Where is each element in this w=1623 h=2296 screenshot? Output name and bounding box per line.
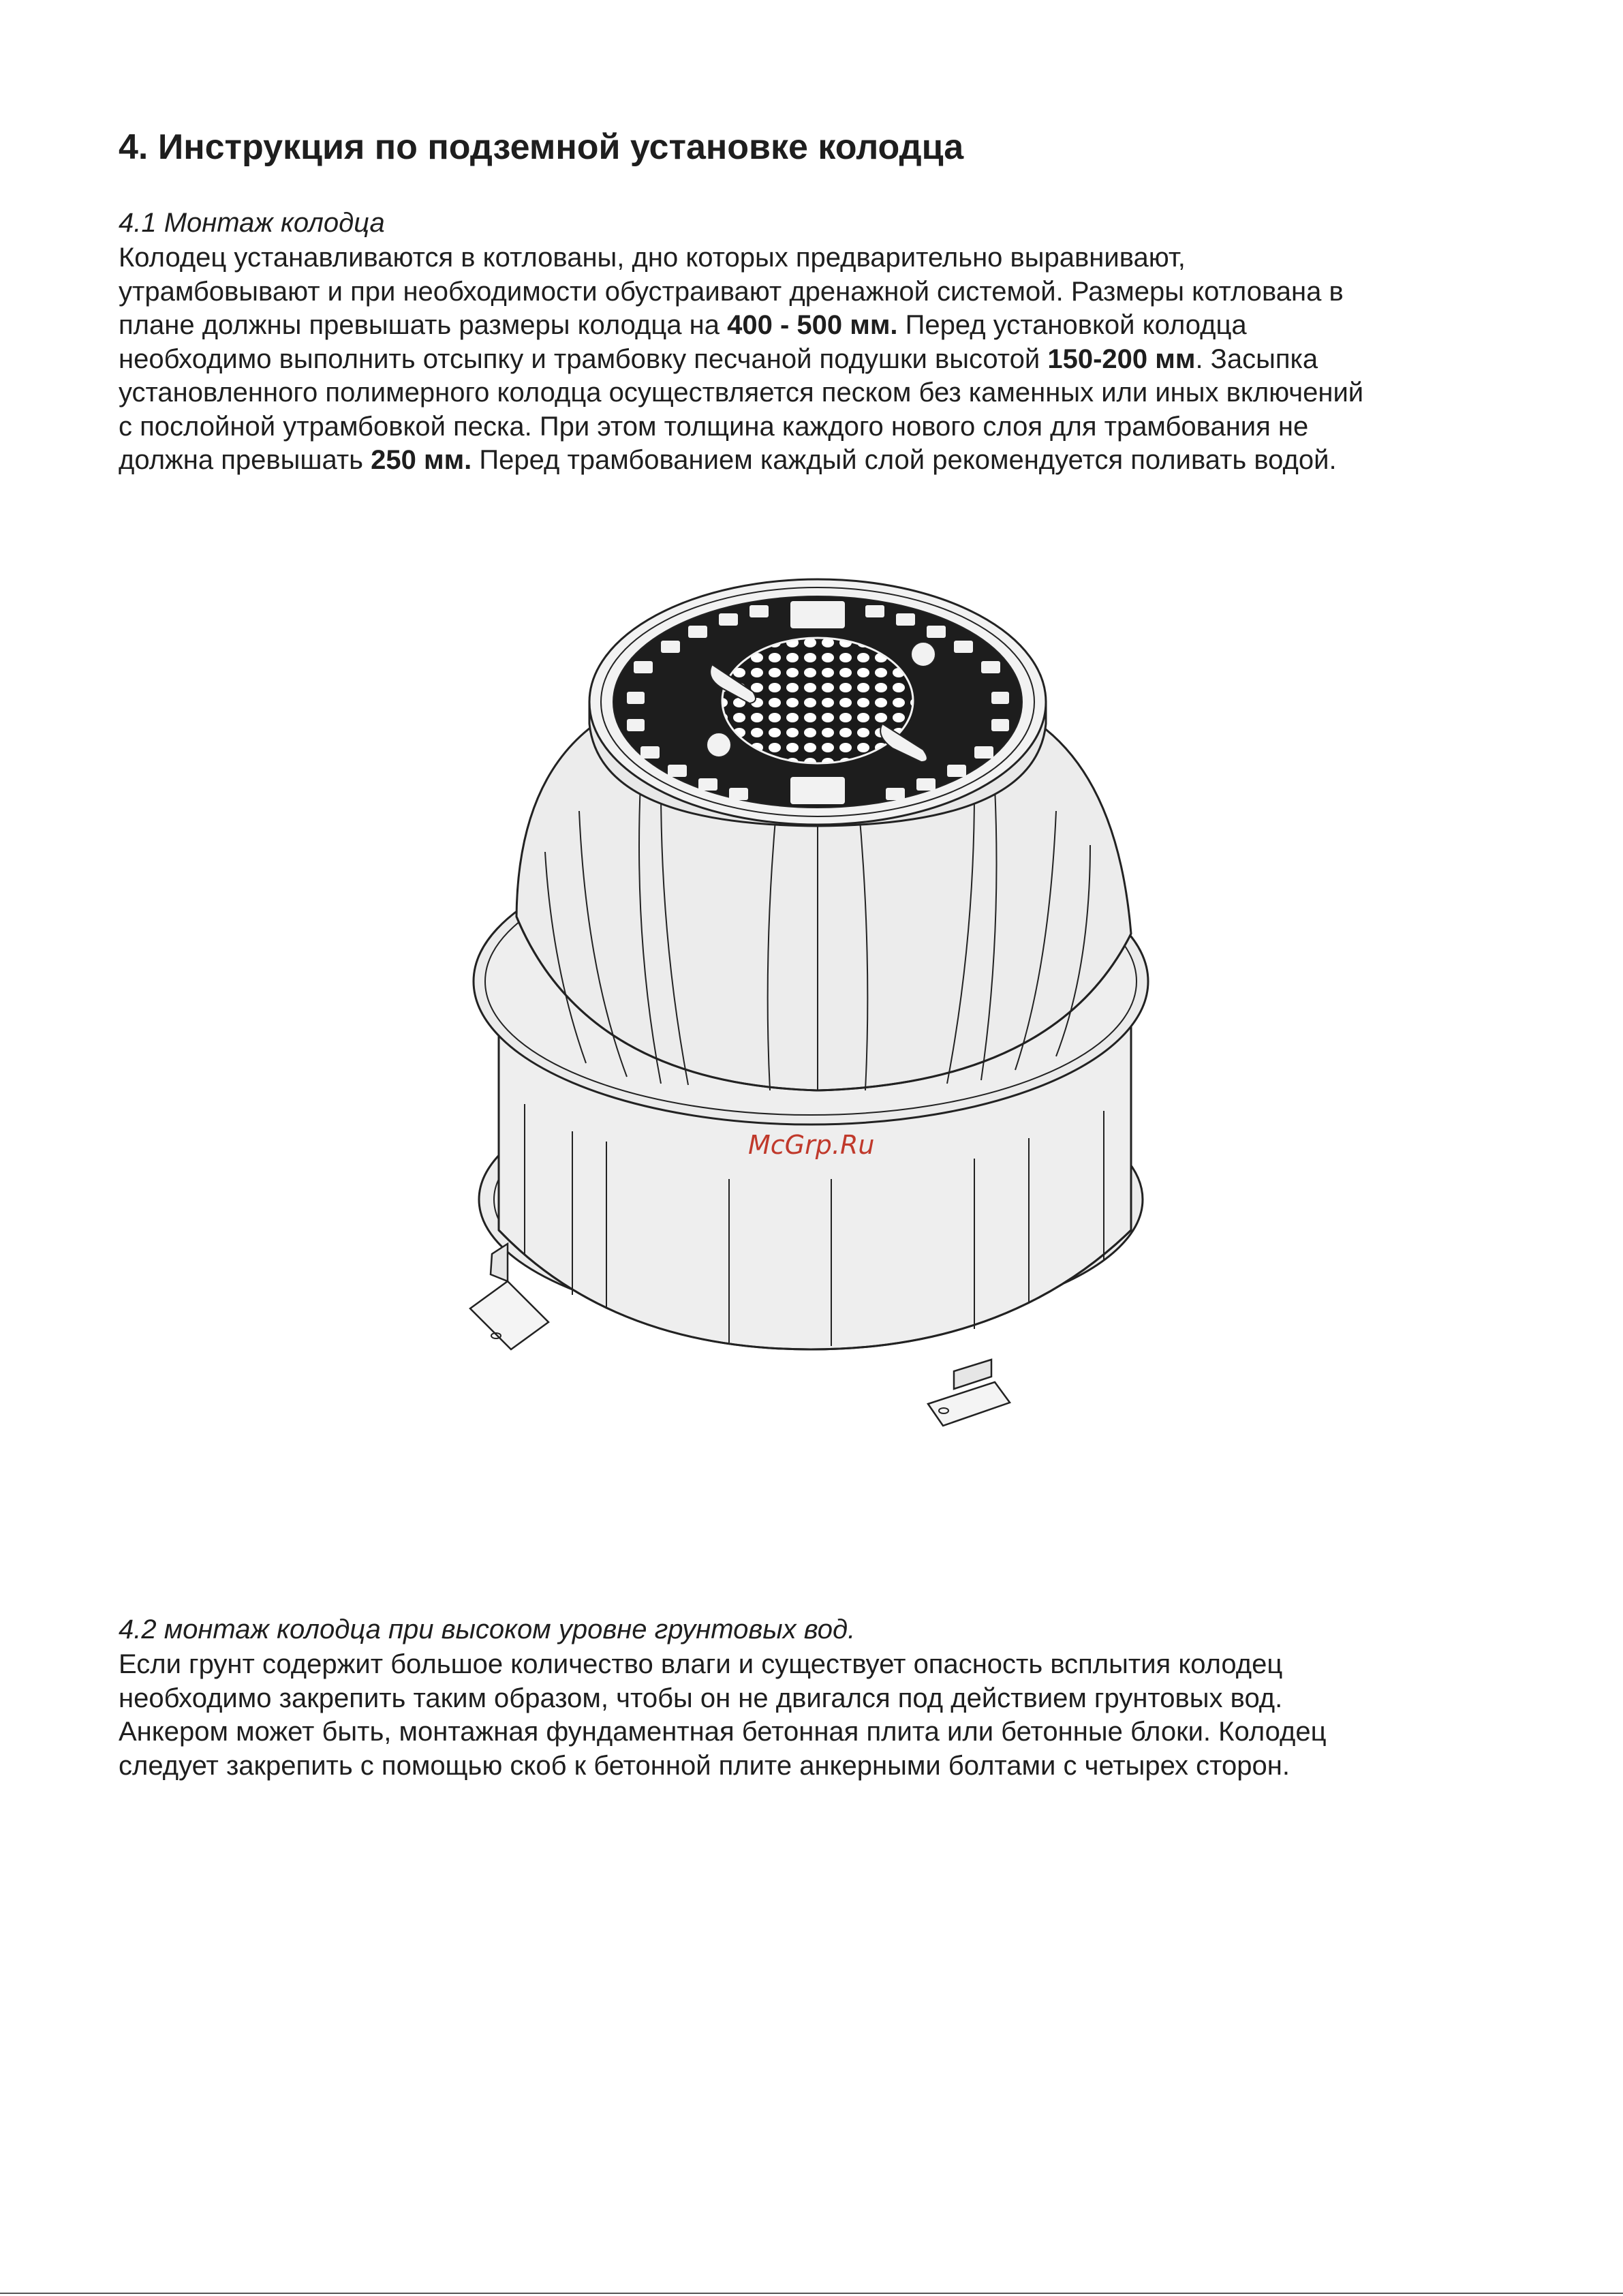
section-4-1-text xyxy=(119,241,1536,478)
text-line: установленного полимерного колодца осуществляется песком без каменных или иных включений xyxy=(119,378,1364,408)
text-line: следует закрепить с помощью скоб к бетонной плите анкерными болтами с четырех сторон. xyxy=(119,1750,1290,1781)
text-line: утрамбовывают и при необходимости обустраивают дренажной системой. Размеры котлована в xyxy=(119,276,1344,307)
page-title: 4. Инструкция по подземной установке колодца xyxy=(119,127,964,167)
well-illustration xyxy=(341,545,1158,1499)
bold-value: 150-200 мм xyxy=(1047,343,1196,374)
text-line: плане должны превышать размеры колодца на xyxy=(119,310,728,340)
section-4-1 xyxy=(119,206,1536,478)
manhole-lid xyxy=(589,579,1046,826)
section-4-2 xyxy=(119,1612,1536,1783)
section-4-2-text xyxy=(119,1648,1536,1783)
watermark: McGrp.Ru xyxy=(748,1130,875,1160)
section-4-2-subtitle: 4.2 монтаж колодца при высоком уровне грунтовых вод. xyxy=(119,1614,856,1644)
section-4-1-subtitle: 4.1 Монтаж колодца xyxy=(119,208,385,238)
bold-value: 400 - 500 мм. xyxy=(727,310,898,340)
text-line: Перед установкой колодца xyxy=(897,310,1247,340)
text-line: должна превышать xyxy=(119,445,371,475)
text-line: необходимо выполнить отсыпку и трамбовку песчаной подушки высотой xyxy=(119,343,1048,374)
text-line: Колодец устанавливаются в котлованы, дно которых предварительно выравнивают, xyxy=(119,243,1186,273)
page-bottom-rule xyxy=(0,2293,1623,2294)
bold-value: 250 мм. xyxy=(371,445,472,475)
anchor-bracket-right xyxy=(928,1360,1010,1426)
text-line: Анкером может быть, монтажная фундаментная бетонная плита или бетонные блоки. Колодец xyxy=(119,1717,1327,1747)
text-line: необходимо закрепить таким образом, чтобы он не двигался под действием грунтовых вод. xyxy=(119,1683,1283,1713)
text-line: . Засыпка xyxy=(1195,343,1318,374)
text-line: Перед трамбованием каждый слой рекомендуется поливать водой. xyxy=(472,445,1337,475)
text-line: Если грунт содержит большое количество влаги и существует опасность всплытия колодец xyxy=(119,1649,1283,1679)
text-line: с послойной утрамбовкой песка. При этом толщина каждого нового слоя для трамбования не xyxy=(119,411,1309,442)
